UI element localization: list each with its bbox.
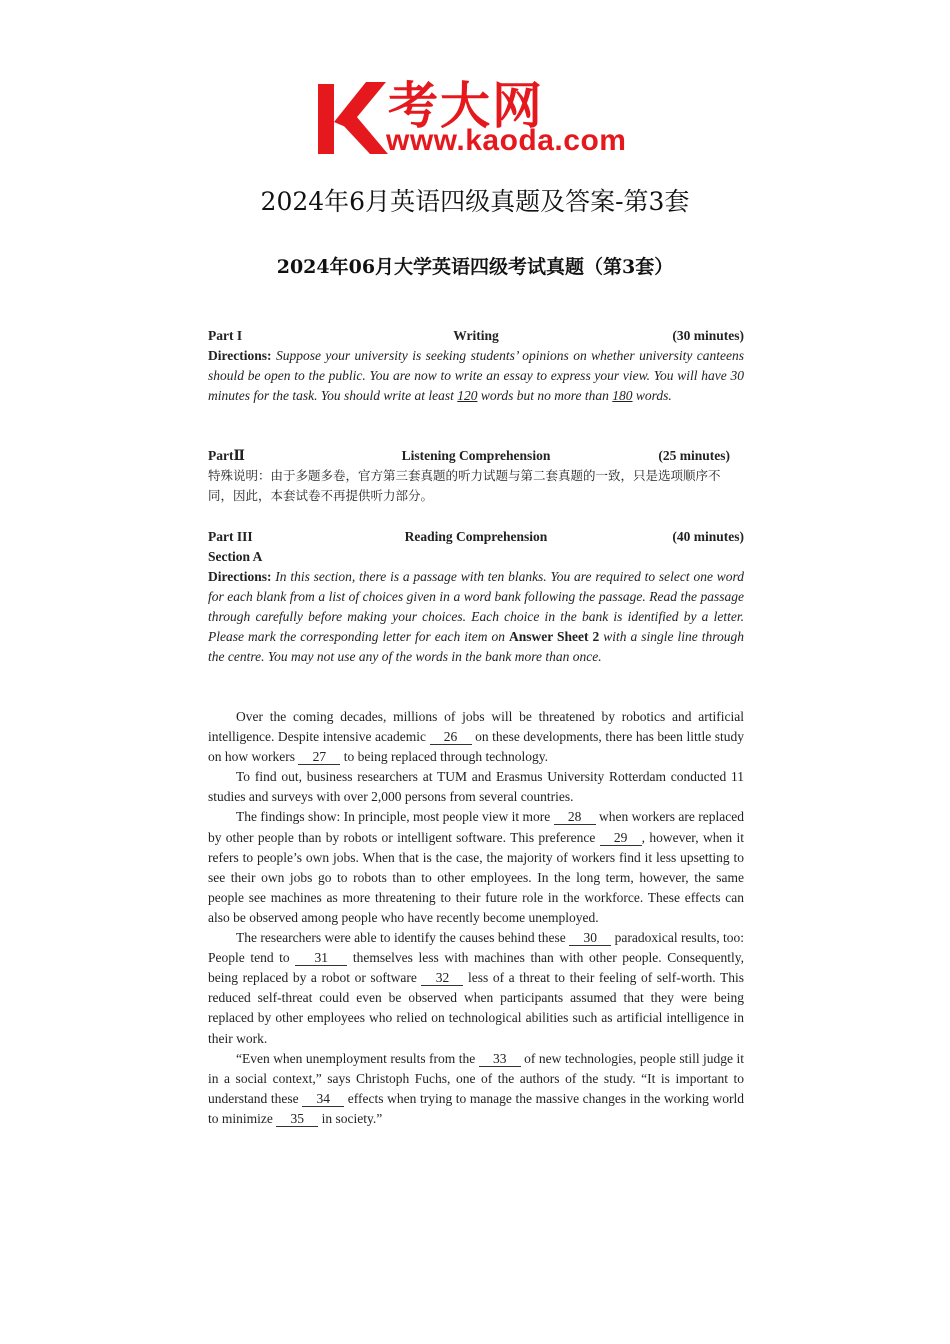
part3-block [208, 527, 744, 668]
part2-name: Listening Comprehension [401, 448, 551, 463]
passage-paragraph-4 [208, 928, 744, 1049]
min-words: 120 [457, 388, 478, 404]
part1-header [208, 326, 744, 346]
passage-text: less of a threat to their feeling of self-worth. This reduced self-threat could even be observed when participants assumed that they were being replaced by other employees who relied on technological abilities such as artificial intelligence in their work. [208, 970, 745, 1046]
blank-32: 32 [421, 970, 463, 986]
passage-text: in society.” [321, 1110, 383, 1126]
blank-28: 28 [554, 809, 596, 825]
part2-time: (25 minutes) [658, 448, 730, 463]
passage-text: when workers are replaced by other people than by robots or intelligent software. This preference [208, 809, 744, 845]
part3-header [208, 527, 744, 547]
passage-text: paradoxical results, too: People tend to [208, 930, 745, 966]
logo-brand-text: 考大网 [388, 77, 544, 135]
page-subtitle: 2024年06月大学英语四级考试真题（第3套） [276, 256, 674, 278]
passage-text: The findings show: In principle, most people view it more [236, 809, 551, 825]
part1-name: Writing [453, 328, 499, 343]
passage-paragraph-3 [208, 807, 744, 928]
kaoda-logo [318, 72, 638, 162]
directions-label: Directions: [208, 569, 272, 585]
part3-label: Part III [208, 529, 253, 544]
reading-passage [208, 707, 744, 1129]
blank-26: 26 [430, 729, 472, 745]
max-words: 180 [612, 388, 633, 404]
part1-block [208, 326, 744, 406]
part1-directions [208, 346, 744, 406]
part2-note: 特殊说明：由于多题多卷，官方第三套真题的听力试题与第二套真题的一致，只是选项顺序不同，因此，本套试卷不再提供听力部分。 [208, 468, 721, 504]
section-a-heading: Section A [208, 549, 263, 564]
passage-text: of new technologies, people still judge it in a social context,” says Christoph Fuchs, one of the authors of the study. “It is important to understand these [208, 1050, 744, 1106]
passage-text: Over the coming decades, millions of jobs will be threatened by robotics and artificial intelligence. Despite intensive academic [208, 709, 744, 745]
blank-27: 27 [298, 749, 340, 765]
blank-31: 31 [295, 950, 347, 966]
directions-text: words but no more than [480, 388, 609, 404]
part2-label: PartⅡ [208, 448, 245, 463]
passage-text: on these developments, there has been little study on how workers [208, 729, 745, 765]
passage-text: “Even when unemployment results from the [236, 1050, 476, 1066]
part3-time: (40 minutes) [672, 529, 744, 544]
passage-text: effects when trying to manage the massive changes in the working world to minimize [208, 1090, 745, 1126]
logo-url-text: www.kaoda.com [386, 124, 627, 157]
part2-block [208, 446, 744, 506]
passage-paragraph-1 [208, 707, 744, 767]
part1-label: Part I [208, 328, 243, 343]
directions-label: Directions: [208, 348, 272, 363]
passage-text: , however, when it refers to people’s own jobs. When that is the case, the majority of workers find it less upsetting to see their own jobs go to robots than to other employees. In the long term, however, the same people see machines as more threatening to their future role in the workforce. These effects can also be observed among people who have recently become unemployed. [208, 829, 744, 925]
passage-paragraph-5 [208, 1049, 744, 1129]
blank-29: 29 [600, 830, 642, 846]
directions-text: In this section, there is a passage with ten blanks. You are required to select one word for each blank from a list of choices given in a word bank following the passage. Read the passage through carefully before making your choices. Each choice in the bank is identified by a letter. Please mark the corresponding letter for each item on [208, 569, 744, 645]
logo-k-icon [318, 76, 390, 156]
part2-header [208, 446, 744, 466]
blank-35: 35 [276, 1111, 318, 1127]
passage-text: The researchers were able to identify the causes behind these [236, 930, 566, 946]
directions-text: with a single line through the centre. You may not use any of the words in the bank more than once. [208, 629, 745, 665]
passage-text: themselves less with machines than with other people. Consequently, being replaced by a robot or software [208, 950, 744, 986]
blank-30: 30 [569, 930, 611, 946]
page-title: 2024年6月英语四级真题及答案-第3套 [260, 187, 690, 216]
passage-paragraph-2: To find out, business researchers at TUM and Erasmus University Rotterdam conducted 11 studies and surveys with over 2,000 persons from several countries. [208, 769, 744, 805]
part3-directions [208, 567, 744, 667]
part1-time: (30 minutes) [672, 328, 744, 343]
blank-33: 33 [479, 1051, 521, 1067]
passage-text: to being replaced through technology. [343, 749, 548, 765]
part3-name: Reading Comprehension [404, 529, 548, 544]
blank-34: 34 [302, 1091, 344, 1107]
directions-text: Suppose your university is seeking students’ opinions on whether university canteens should be open to the public. You are now to write an essay to express your view. You will have 30 minutes for the task. You should write at least [208, 348, 744, 404]
directions-text: words. [635, 388, 672, 404]
answer-sheet-ref: Answer Sheet 2 [508, 629, 600, 645]
